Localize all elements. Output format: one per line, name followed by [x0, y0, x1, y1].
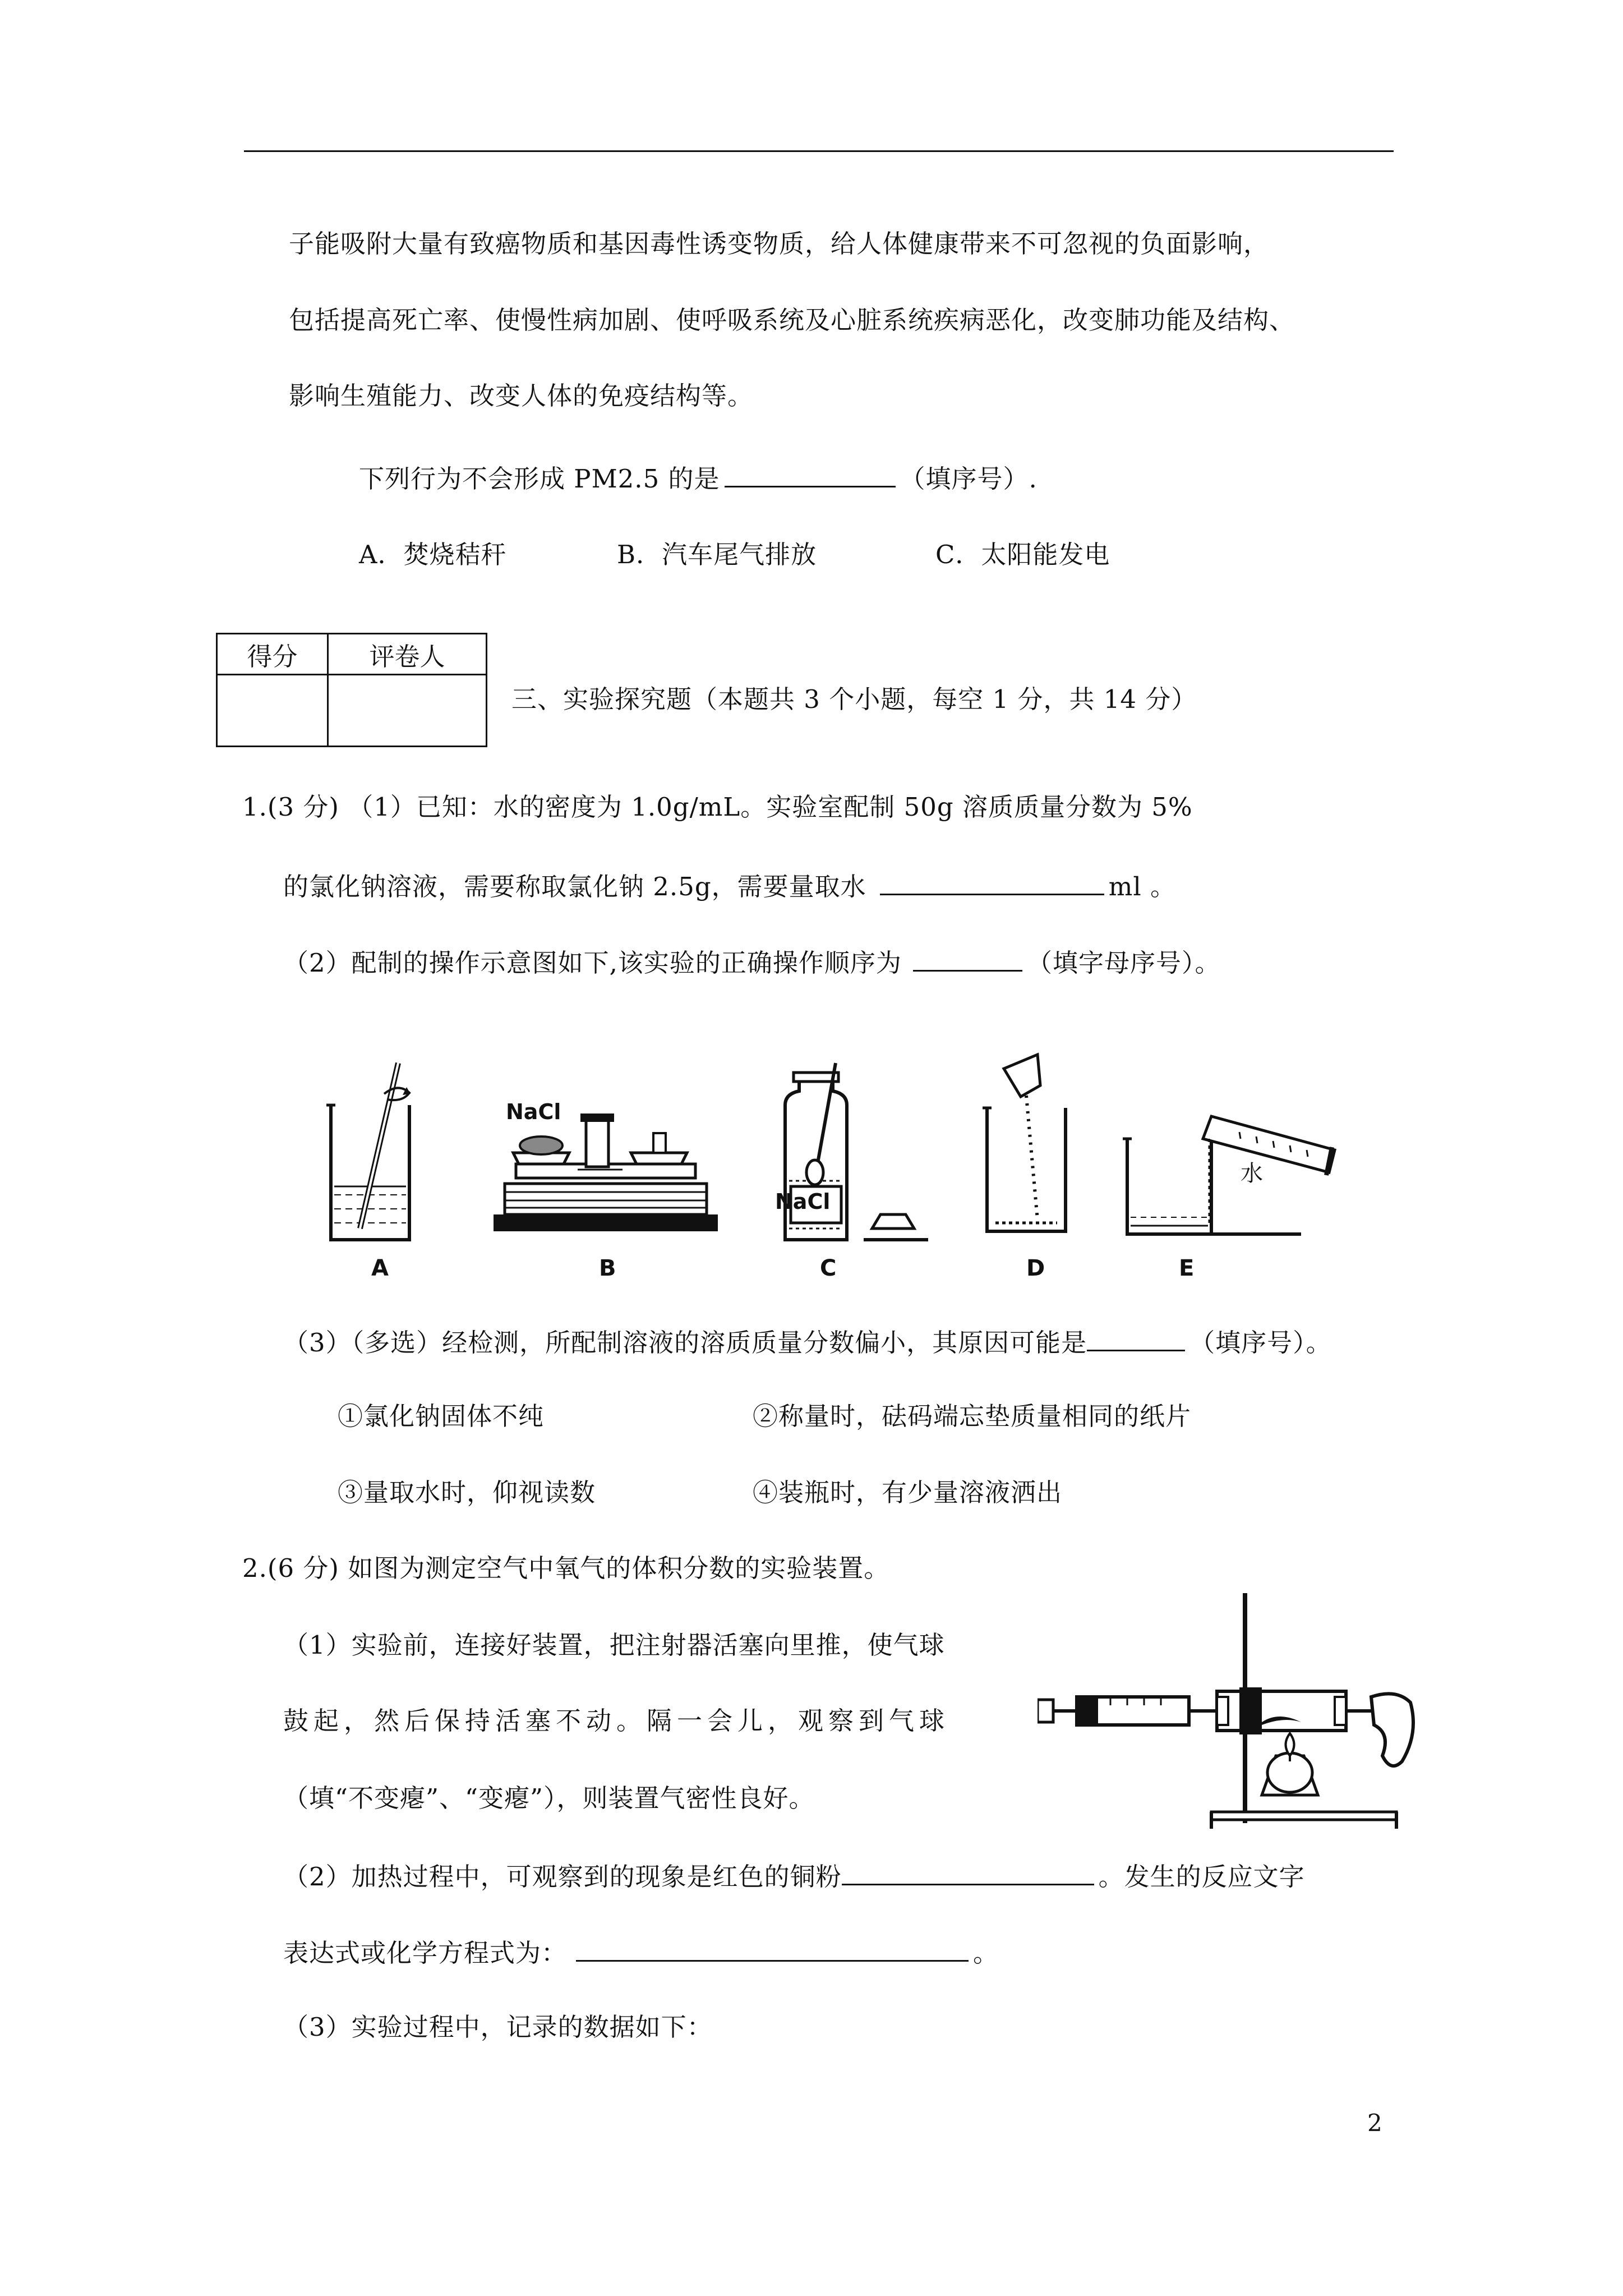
answer-blank[interactable] [1087, 1327, 1185, 1351]
page-number: 2 [1367, 2109, 1382, 2137]
header-rule [244, 150, 1394, 152]
nacl-label-b: NaCl [506, 1099, 561, 1124]
grader-header: 评卷人 [328, 634, 487, 675]
intro-line-3: 影响生殖能力、改变人体的免疫结构等。 [289, 381, 754, 411]
q2-part-2-line-1-suffix: 。发生的反应文字 [1098, 1862, 1305, 1892]
pm-option-a: A．焚烧秸秆 [359, 540, 507, 569]
pm-option-c: C．太阳能发电 [935, 540, 1110, 569]
q2-part-1-line-1: （1）实验前，连接好装置，把注射器活塞向里推，使气球 [283, 1630, 945, 1660]
q1-line-1: 1.(3 分) （1）已知：水的密度为 1.0g/mL。实验室配制 50g 溶质质量分数为 5% [242, 792, 1193, 822]
q2-part-1-line-3: （填“不变瘪”、“变瘪”），则装置气密性良好。 [283, 1783, 815, 1813]
intro-line-2: 包括提高死亡率、使慢性病加剧、使呼吸系统及心脏系统疾病恶化，改变肺功能及结构、 [289, 305, 1295, 335]
figure-label-a: A [371, 1255, 389, 1281]
q1-line-2-prefix: 的氯化钠溶液，需要称取氯化钠 2.5g，需要量取水 [283, 872, 866, 901]
q2-line-1: 2.(6 分) 如图为测定空气中氧气的体积分数的实验装置。 [242, 1553, 890, 1583]
figure-label-c: C [820, 1255, 837, 1281]
q2-part-1-line-2: 鼓起，然后保持活塞不动。隔一会儿，观察到气球 [283, 1706, 950, 1736]
q1-part-3-suffix: （填序号）。 [1189, 1328, 1332, 1358]
q1-option-4: ④装瓶时，有少量溶液洒出 [753, 1478, 1063, 1507]
q2-part-2-line-2-prefix: 表达式或化学方程式为： [283, 1938, 568, 1968]
pm-question-prefix: 下列行为不会形成 PM2.5 的是 [359, 464, 720, 494]
answer-blank[interactable] [842, 1861, 1094, 1885]
q2-part-2-line-2 [283, 1938, 999, 1966]
q2-part-3: （3）实验过程中，记录的数据如下： [283, 2012, 713, 2042]
pm-question-suffix: （填序号）. [900, 464, 1038, 494]
q2-part-2-line-1 [283, 1861, 1305, 1892]
nacl-label-c: NaCl [775, 1189, 831, 1214]
score-cell[interactable] [217, 675, 328, 747]
pm-option-b: B．汽车尾气排放 [617, 540, 817, 569]
section3-title: 三、实验探究题（本题共 3 个小题，每空 1 分，共 14 分） [511, 684, 1197, 714]
q1-line-2 [283, 871, 1176, 899]
answer-blank[interactable] [576, 1938, 969, 1962]
figure-a-beaker-stirring [314, 1060, 426, 1251]
q1-option-1: ①氯化钠固体不纯 [338, 1401, 545, 1431]
q1-part-2-prefix: （2）配制的操作示意图如下,该实验的正确操作顺序为 [283, 948, 902, 978]
figure-label-b: B [599, 1255, 616, 1281]
intro-line-1: 子能吸附大量有致癌物质和基因毒性诱变物质，给人体健康带来不可忽视的负面影响， [289, 229, 1270, 259]
water-label: 水 [1241, 1161, 1264, 1186]
q1-option-3: ③量取水时，仰视读数 [338, 1478, 596, 1507]
q1-line-2-suffix: ml 。 [1108, 872, 1177, 901]
figure-c-reagent-bottle [760, 1060, 939, 1245]
answer-blank[interactable] [880, 871, 1104, 895]
q1-part-2 [283, 947, 1220, 976]
pm-question [359, 463, 1038, 494]
q1-option-2: ②称量时，砝码端忘垫质量相同的纸片 [753, 1401, 1192, 1431]
answer-blank[interactable] [725, 463, 896, 487]
q1-part-2-suffix: （填字母序号）。 [1026, 948, 1221, 978]
figure-air-oxygen-apparatus [1038, 1588, 1475, 1834]
q1-part-3 [283, 1327, 1332, 1358]
figure-label-e: E [1179, 1255, 1195, 1281]
q2-part-2-line-1-prefix: （2）加热过程中，可观察到的现象是红色的铜粉 [283, 1862, 842, 1892]
q2-part-2-line-2-suffix: 。 [973, 1938, 999, 1968]
figure-label-d: D [1026, 1255, 1045, 1281]
score-table [216, 633, 487, 747]
figure-d-beaker-pouring-solid [970, 1052, 1082, 1243]
score-header: 得分 [217, 634, 328, 675]
answer-blank[interactable] [913, 947, 1022, 972]
grader-cell[interactable] [328, 675, 487, 747]
figure-e-pouring-water [1110, 1055, 1363, 1245]
q1-part-3-prefix: （3）（多选）经检测，所配制溶液的溶质质量分数偏小，其原因可能是 [283, 1328, 1087, 1358]
